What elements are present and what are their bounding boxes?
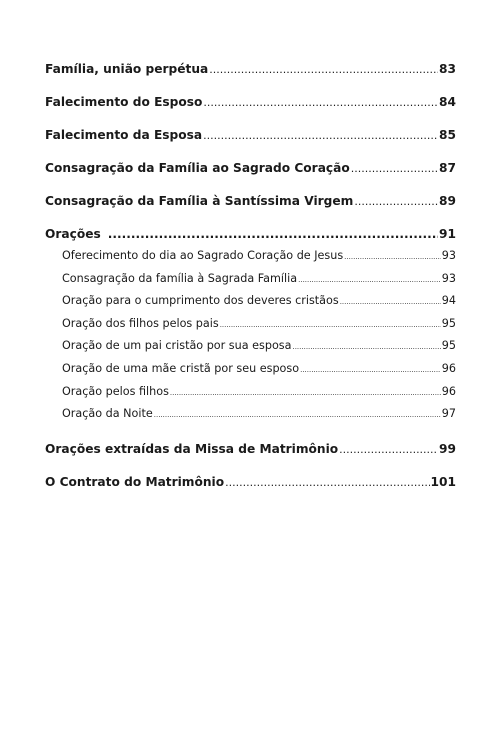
- toc-subentry[interactable]: [45, 272, 456, 295]
- toc-entry-page: 101: [430, 474, 456, 489]
- toc-subentry-page: 93: [441, 271, 456, 285]
- dot-leader: [339, 442, 438, 456]
- dot-leader: [203, 128, 438, 142]
- toc-entry-page: 99: [439, 441, 456, 456]
- toc-entry-title: O Contrato do Matrimônio: [45, 474, 225, 489]
- toc-entry[interactable]: [45, 62, 456, 82]
- toc-subentry-page: 96: [441, 361, 456, 375]
- dot-leader: [340, 294, 441, 307]
- dot-leader: [154, 407, 441, 420]
- toc-subentry-title: Consagração da família à Sagrada Família: [62, 271, 298, 285]
- toc-subentry[interactable]: [45, 317, 456, 340]
- toc-entry-title: Consagração da Família ao Sagrado Coração: [45, 161, 350, 175]
- toc-section-page: 91: [439, 227, 456, 241]
- dot-leader: [354, 194, 438, 208]
- toc-entry-title: Família, união perpétua: [45, 62, 209, 76]
- toc-section-heading[interactable]: [45, 227, 456, 247]
- toc-entry[interactable]: [45, 194, 456, 214]
- toc-entry-page: 83: [439, 62, 456, 76]
- toc-subentry[interactable]: [45, 294, 456, 317]
- toc-subentry-page: 97: [441, 407, 456, 421]
- dot-leader: [298, 272, 441, 285]
- toc-entry-title: Orações extraídas da Missa de Matrimônio: [45, 441, 339, 456]
- toc-entry[interactable]: [45, 161, 456, 181]
- toc-subentry-title: Oferecimento do dia ao Sagrado Coração de Jesus: [62, 249, 344, 262]
- toc-subentry-title: Oração pelos filhos: [62, 384, 169, 398]
- toc-subentry[interactable]: [45, 385, 456, 408]
- toc-subentry[interactable]: [45, 339, 456, 362]
- toc-subentry-title: Oração de um pai cristão por sua esposa: [62, 339, 292, 353]
- toc-entry-page: 89: [439, 194, 456, 208]
- dot-leader: [225, 475, 429, 489]
- dot-leader: [203, 95, 438, 109]
- toc-entry-title: Falecimento da Esposa: [45, 128, 203, 142]
- toc-subentry[interactable]: [45, 362, 456, 385]
- dot-leader: [292, 339, 440, 352]
- toc-entry[interactable]: [45, 442, 456, 462]
- toc-subentry-page: 95: [441, 316, 456, 330]
- dot-leader: [209, 62, 438, 76]
- dot-leader: [170, 385, 441, 398]
- toc-subentry-title: Oração dos filhos pelos pais: [62, 316, 219, 330]
- toc-subentry-page: 93: [441, 249, 456, 262]
- toc-subentry[interactable]: [45, 249, 456, 272]
- toc-entry-page: 85: [439, 128, 456, 142]
- dot-leader: [351, 161, 438, 175]
- toc-entry-page: 84: [439, 95, 456, 109]
- toc-entry[interactable]: [45, 95, 456, 115]
- dot-leader: [300, 362, 441, 375]
- toc-subentry-page: 96: [441, 384, 456, 398]
- toc-subentry[interactable]: [45, 407, 456, 430]
- dot-leader: [220, 317, 441, 330]
- toc-subentry-title: Oração para o cumprimento dos deveres cristãos: [62, 294, 339, 308]
- toc-entry-page: 87: [439, 161, 456, 175]
- toc-entry-title: Falecimento do Esposo: [45, 95, 203, 109]
- table-of-contents: [45, 62, 456, 495]
- toc-entry[interactable]: [45, 128, 456, 148]
- toc-entry-title: Consagração da Família à Santíssima Virgem: [45, 194, 354, 208]
- dot-leader: [108, 227, 438, 241]
- toc-subentry-page: 95: [441, 339, 456, 353]
- toc-subentry-title: Oração da Noite: [62, 407, 153, 421]
- dot-leader: [344, 249, 441, 262]
- toc-entry[interactable]: [45, 475, 456, 495]
- toc-section-title: Orações: [45, 227, 101, 241]
- toc-subentries: [45, 249, 456, 430]
- toc-subentry-title: Oração de uma mãe cristã por seu esposo: [62, 361, 300, 375]
- toc-subentry-page: 94: [441, 294, 456, 308]
